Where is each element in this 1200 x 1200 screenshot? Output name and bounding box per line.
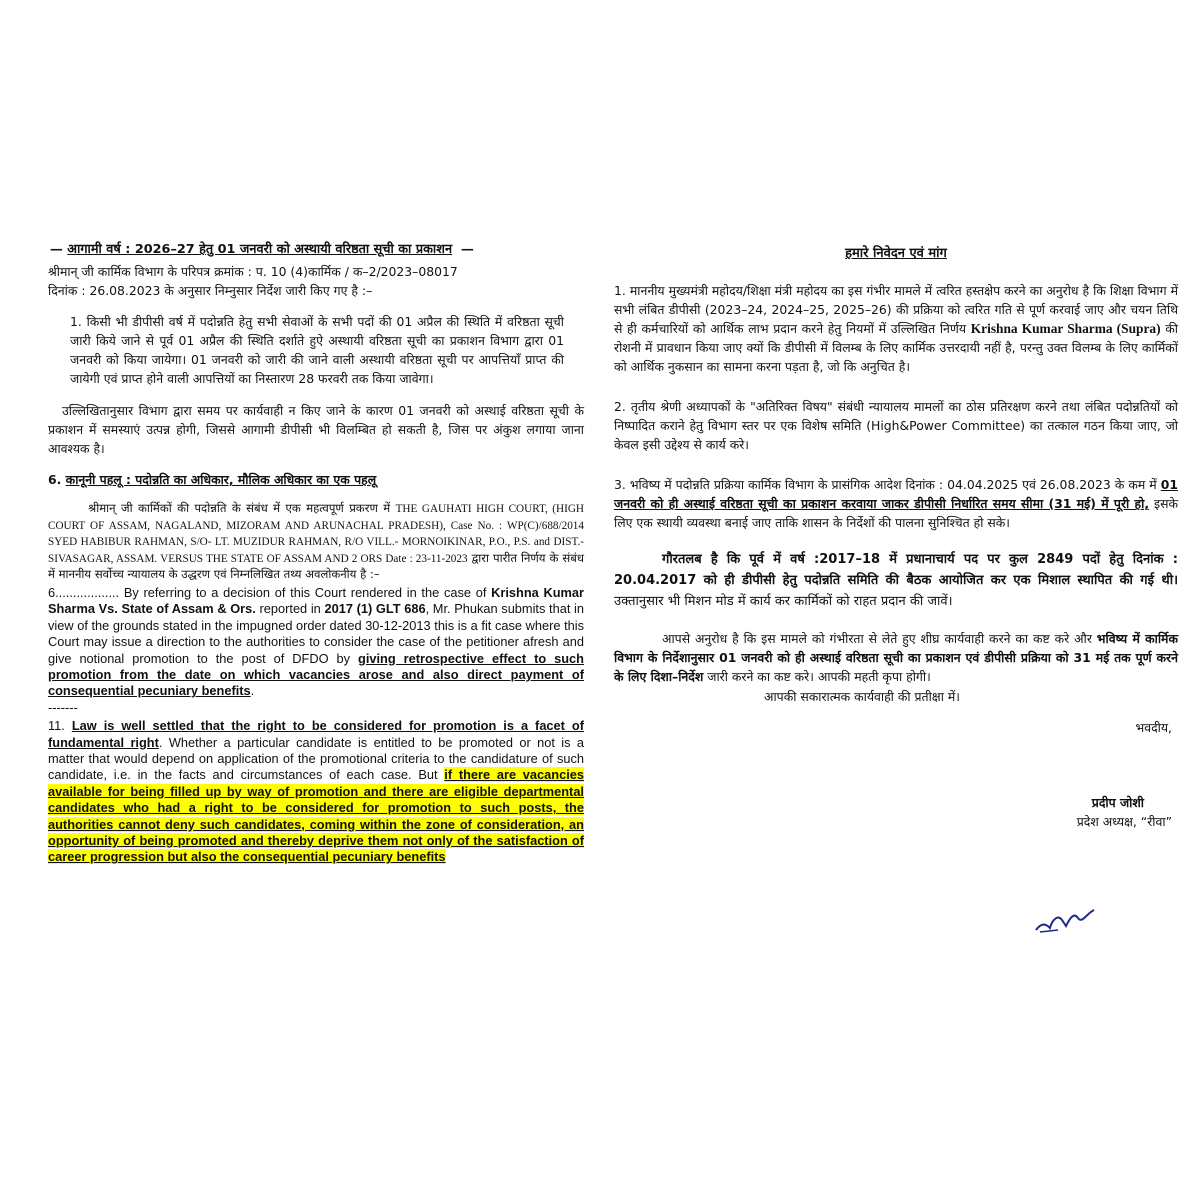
intro-line-2: दिनांक : 26.08.2023 के अनुसार निम्नुसार निर्देश जारी किए गए है :– xyxy=(48,283,373,298)
signature xyxy=(1030,900,1100,940)
quote-11-mid: . Whether a particular candidate is entitled to be promoted or not is a matter that would depend on application of the promotional criteria to the candidature of such candidate, i.e. in the facts and circumstances of each case. But xyxy=(48,734,584,783)
request-bold: भविष्य में कार्मिक विभाग के निर्देशानुसार 01 जनवरी को ही अस्थाई वरिष्ठता सूची का प्रकाशन एवं डीपीसी प्रक्रिया को 31 मई तक पूर्ण करने के लिए दिशा–निर्देश xyxy=(614,631,1178,684)
quote-6-case-name: Krishna Kumar Sharma Vs. State of Assam & Ors. xyxy=(48,584,585,617)
paragraph-2: उल्लिखितानुसार विभाग द्वारा समय पर कार्यवाही न किए जाने के कारण 01 जनवरी को अस्थाई वरिष्ठता सूची के प्रकाशन में समस्याएं उत्पन्न होगी, जिससे आगामी डीपीसी भी विलम्बित हो सकती है, जिस पर अंकुश लगाया जाना आवश्यक है। xyxy=(48,403,584,456)
closing-salutation: भवदीय, xyxy=(1135,720,1172,735)
demand-1-text-a: 1. माननीय मुख्यमंत्री महोदय/शिक्षा मंत्री महोदय का इस गंभीर मामले में त्वरित हस्तक्षेप करने का अनुरोध है कि शिक्षा विभाग में सभी लंबित डीपीसी (2023–24, 2024–25, 2025–26) की प्रक्रिया को त्वरित गति से पूर्ण करवाई जाए और चयन तिथि से ही कर्मचारियों को आर्थिक लाभ प्रदान करने हेतु नियमों में उल्लिखित निर्णय xyxy=(614,283,1178,336)
quote-paragraph-6 xyxy=(48,585,584,700)
quote-6-emphasis: giving retrospective effect to such promotion from the date on which vacancies arose and also direct payment of consequential pecuniary benefits xyxy=(48,650,584,699)
demand-3 xyxy=(614,475,1178,532)
section-6-number: 6. xyxy=(48,472,62,487)
quote-11-highlight: if there are vacancies available for being filled up by way of promotion and there are eligible departmental candidates who had a right to be considered for promotion to such posts, the authorities cannot deny such candidates, coming within the zone of consideration, an opportunity of being promoted and thereby deprive them not only of the satisfaction of career progression but also the consequential pecuniary benefits xyxy=(48,767,584,865)
signatory-designation: प्रदेश अध्यक्ष, “रीवा” xyxy=(1076,814,1172,829)
header-dash-start: — xyxy=(50,242,63,257)
section-6-heading xyxy=(48,470,584,489)
paragraph-precedent xyxy=(614,549,1178,612)
section-6-title: कानूनी पहलू : पदोन्नति का अधिकार, मौलिक अधिकार का एक पहलू xyxy=(65,472,377,487)
quote-separator: ------- xyxy=(48,699,78,715)
intro-line-1: श्रीमान् जी कार्मिक विभाग के परिपत्र क्रमांक : प. 10 (4)कार्मिक / क–2/2023–08017 xyxy=(48,264,458,279)
paragraph-request xyxy=(614,629,1178,686)
quote-6-end: . xyxy=(250,683,255,699)
demand-3-text-b: इसके लिए एक स्थायी व्यवस्था बनाई जाए ताकि शासन के निर्देशों की पालना सुनिश्चित हो सके। xyxy=(614,496,1178,530)
quote-11-lead: 11. xyxy=(48,718,65,734)
right-column xyxy=(614,240,1178,831)
quote-6-mid-1: reported in xyxy=(259,601,321,617)
case-intro-hindi-2: द्वारा पारीत निर्णय के संबंध में माननीय सर्वोच्च न्यायालय के उद्धरण एवं निम्नलिखित तथ्य अवलोकनीय है :– xyxy=(48,550,585,582)
demand-1-case: Krishna Kumar Sharma (Supra) xyxy=(970,321,1161,336)
demand-2: 2. तृतीय श्रेणी अध्यापकों के "अतिरिक्त विषय" संबंधी न्यायालय मामलों का ठोस प्रतिरक्षण करने तथा लंबित पदोन्नतियों को निष्पादित कराने हेतु विभाग स्तर पर एक विशेष समिति (High&Power Committee) का तत्काल गठन किया जाए, जो केवल इसी उद्देश्य से कार्य करे। xyxy=(614,399,1178,452)
request-text-a: आपसे अनुरोध है कि इस मामले को गंभीरता से लेते हुए शीघ्र कार्यवाही करने का कष्ट करे और xyxy=(662,631,1092,646)
request-text-b: जारी करने का कष्ट करे। आपकी महती कृपा होगी। xyxy=(707,669,931,684)
left-header xyxy=(48,240,584,259)
awaiting-line: आपकी सकारात्मक कार्यवाही की प्रतीक्षा में। xyxy=(764,689,960,704)
left-column xyxy=(48,240,584,866)
signatory-name: प्रदीप जोशी xyxy=(1091,795,1144,810)
quote-6-citation: 2017 (1) GLT 686 xyxy=(324,601,426,617)
case-intro-hindi-1: श्रीमान् जी कार्मिकों की पदोन्नति के संबंध में एक महत्वपूर्ण प्रकरण में xyxy=(88,501,391,515)
precedent-text: उक्तानुसार भी मिशन मोड में कार्य कर कार्मिकों को राहत प्रदान की जावें। xyxy=(614,594,953,609)
point-1: 1. किसी भी डीपीसी वर्ष में पदोन्नति हेतु सभी सेवाओं के सभी पदों की 01 अप्रैल की स्थिति में वरिष्ठता सूची जारी किये जाने से पूर्व 01 अप्रैल की स्थिति दर्शाते हुऐ अस्थायी वरिष्ठता सूची का प्रकाशन विभाग द्वारा 01 जनवरी को किया जायेगा। 01 जनवरी को जारी की जाने वाली अस्थायी वरिष्ठता सूची पर आपत्तियाँ प्राप्त की जायेगी एवं प्राप्त होने वाली आपत्तियों का निस्तारण 28 फरवरी तक किया जावेगा। xyxy=(70,314,564,386)
demand-1-text-b: की रोशनी में प्रावधान किया जाए क्यों कि डीपीसी में विलम्ब के लिए कार्मिक उत्तरदायी नहीं है, परन्तु उक्त विलम्ब के लिए कार्मिकों को आर्थिक नुकसान का सामना करना पड़ता है, जो कि अनुचित है। xyxy=(614,321,1178,374)
demand-3-emphasis: 01 जनवरी को ही अस्थाई वरिष्ठता सूची का प्रकाशन करवाया जाकर डीपीसी निर्धारित समय सीमा (31 मई) में पूरी हो, xyxy=(614,477,1178,511)
demands-heading: हमारे निवेदन एवं मांग xyxy=(845,246,947,261)
demand-1 xyxy=(614,281,1178,376)
quote-6-mid-2: , Mr. Phukan submits that in view of the grounds stated in the impugned order dated 30-12-2013 this is a fit case where this Court may issue a direction to the authorities to consider the case of the petitioner afresh and give notional promotion to the post of DFDO by xyxy=(48,601,585,666)
left-header-title: आगामी वर्ष : 2026–27 हेतु 01 जनवरी को अस्थायी वरिष्ठता सूची का प्रकाशन xyxy=(67,242,453,257)
quote-paragraph-11 xyxy=(48,718,584,866)
header-dash-end: — xyxy=(460,242,474,257)
quote-6-lead: 6.................. By referring to a decision of this Court rendered in the case of xyxy=(48,584,487,600)
case-intro xyxy=(48,501,584,583)
case-intro-court: THE GAUHATI HIGH COURT, (HIGH COURT OF ASSAM, NAGALAND, MIZORAM AND ARUNACHAL PRADESH), Case No. : WP(C)/688/2014 SYED HABIBUR RAHMAN, S/O- LT. MUZIDUR RAHMAN, R/O VILL.- MORNOIKINAR, P.O., P.S. and DIST.- SIVASAGAR, ASSAM. VERSUS THE STATE OF ASSAM AND 2 ORS Date : 23-11-2023 xyxy=(48,503,584,565)
precedent-bold: गौरतलब है कि पूर्व में वर्ष :2017–18 में प्रधानाचार्य पद पर कुल 2849 पदों हेतु दिनांक : 20.04.2017 को ही डीपीसी हेतु पदोन्नति समिति की बैठक आयोजित कर एक मिशाल स्थापित की गई थी। xyxy=(614,552,1178,588)
quote-11-emphasis: Law is well settled that the right to be considered for promotion is a facet of fundamental right xyxy=(48,718,584,750)
demand-3-text-a: 3. भविष्य में पदोन्नति प्रक्रिया कार्मिक विभाग के प्रासंगिक आदेश दिनांक : 04.04.2025 एवं 26.08.2023 के कम में xyxy=(614,477,1157,492)
